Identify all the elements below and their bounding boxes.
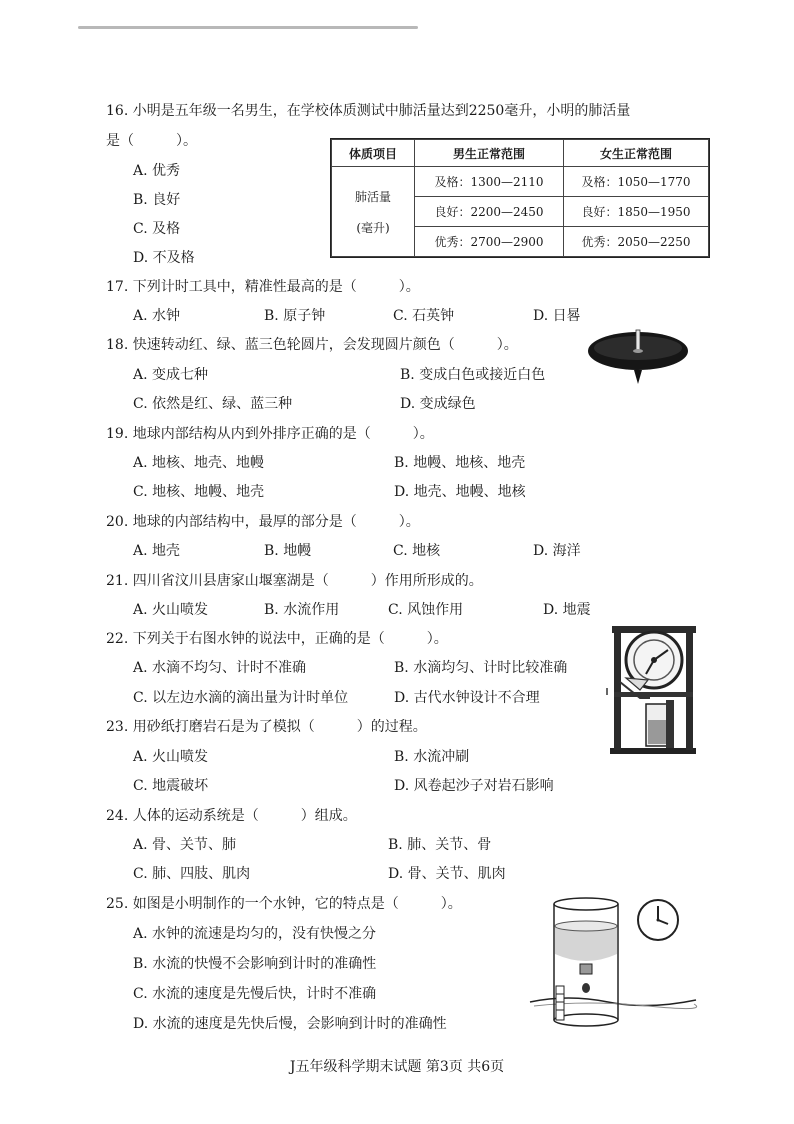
q22-option-a: A. 水滴不均匀、计时不准确 <box>133 660 307 676</box>
q22-stem: 22. 下列关于右图水钟的说法中，正确的是（ ）。 <box>106 631 448 647</box>
q25-option-d: D. 水流的速度是先快后慢，会影响到计时的准确性 <box>133 1016 447 1032</box>
q21-option-b: B. 水流作用 <box>264 602 340 618</box>
q25-option-b: B. 水流的快慢不会影响到计时的准确性 <box>133 956 377 972</box>
q24-option-c: C. 肺、四肢、肌肉 <box>133 866 251 882</box>
scan-edge-line <box>78 26 418 29</box>
table-cell: 优秀：2050—2250 <box>564 227 709 257</box>
q23-stem: 23. 用砂纸打磨岩石是为了模拟（ ）的过程。 <box>106 719 427 735</box>
q24-option-b: B. 肺、关节、骨 <box>388 837 492 853</box>
q16-option-a: A. 优秀 <box>133 163 181 179</box>
q20-option-c: C. 地核 <box>393 543 441 559</box>
q20-option-d: D. 海洋 <box>533 543 581 559</box>
q20-option-a: A. 地壳 <box>133 543 181 559</box>
q17-stem: 17. 下列计时工具中，精准性最高的是（ ）。 <box>106 279 420 295</box>
table-item-line2: (毫升) <box>356 220 390 235</box>
q17-option-a: A. 水钟 <box>133 308 181 324</box>
q20-option-b: B. 地幔 <box>264 543 312 559</box>
q21-option-d: D. 地震 <box>543 602 591 618</box>
q18-stem: 18. 快速转动红、绿、蓝三色轮圆片，会发现圆片颜色（ ）。 <box>106 337 518 353</box>
q17-option-c: C. 石英钟 <box>393 308 455 324</box>
q23-option-b: B. 水流冲刷 <box>394 749 470 765</box>
table-item-line1: 肺活量 <box>354 189 391 204</box>
q20-stem: 20. 地球的内部结构中，最厚的部分是（ ）。 <box>106 514 420 530</box>
q23-option-c: C. 地震破坏 <box>133 778 209 794</box>
q18-option-c: C. 依然是红、绿、蓝三种 <box>133 396 293 412</box>
q19-option-a: A. 地核、地壳、地幔 <box>133 455 265 471</box>
table-cell: 及格：1050—1770 <box>564 167 709 197</box>
table-item-cell <box>332 167 415 257</box>
q19-option-d: D. 地壳、地幔、地核 <box>394 484 526 500</box>
q16-stem-line2: 是（ ）。 <box>106 133 197 149</box>
table-cell: 良好：1850—1950 <box>564 197 709 227</box>
ancient-water-clock-figure <box>600 620 700 756</box>
table-cell: 良好：2200—2450 <box>415 197 564 227</box>
table-cell: 优秀：2700—2900 <box>415 227 564 257</box>
q18-option-b: B. 变成白色或接近白色 <box>400 367 546 383</box>
q18-option-a: A. 变成七种 <box>133 367 209 383</box>
q19-stem: 19. 地球内部结构从内到外排序正确的是（ ）。 <box>106 426 434 442</box>
table-header-item: 体质项目 <box>332 140 415 167</box>
q25-stem: 25. 如图是小明制作的一个水钟，它的特点是（ ）。 <box>106 896 462 912</box>
lung-capacity-table <box>330 138 710 258</box>
q25-option-a: A. 水钟的流速是均匀的，没有快慢之分 <box>133 926 377 942</box>
q17-option-b: B. 原子钟 <box>264 308 326 324</box>
q21-option-a: A. 火山喷发 <box>133 602 209 618</box>
q24-option-a: A. 骨、关节、肺 <box>133 837 237 853</box>
q22-option-b: B. 水滴均匀、计时比较准确 <box>394 660 568 676</box>
table-header-girls: 女生正常范围 <box>564 140 709 167</box>
q23-option-d: D. 风卷起沙子对岩石影响 <box>394 778 554 794</box>
q25-option-c: C. 水流的速度是先慢后快，计时不准确 <box>133 986 377 1002</box>
q16-option-b: B. 良好 <box>133 192 181 208</box>
table-header-boys: 男生正常范围 <box>415 140 564 167</box>
homemade-water-clock-figure <box>528 890 698 1032</box>
color-wheel-figure <box>585 324 691 390</box>
q16-stem-line1: 16. 小明是五年级一名男生，在学校体质测试中肺活量达到2250毫升，小明的肺活量 <box>106 103 631 119</box>
q18-option-d: D. 变成绿色 <box>400 396 476 412</box>
q16-option-d: D. 不及格 <box>133 250 195 266</box>
q23-option-a: A. 火山喷发 <box>133 749 209 765</box>
q22-option-c: C. 以左边水滴的滴出量为计时单位 <box>133 690 349 706</box>
q21-stem: 21. 四川省汶川县唐家山堰塞湖是（ ）作用所形成的。 <box>106 573 483 589</box>
q24-stem: 24. 人体的运动系统是（ ）组成。 <box>106 808 357 824</box>
q19-option-b: B. 地幔、地核、地壳 <box>394 455 526 471</box>
page-footer: J五年级科学期末试题 第3页 共6页 <box>289 1059 505 1075</box>
q19-option-c: C. 地核、地幔、地壳 <box>133 484 265 500</box>
q24-option-d: D. 骨、关节、肌肉 <box>388 866 506 882</box>
q22-option-d: D. 古代水钟设计不合理 <box>394 690 540 706</box>
q17-option-d: D. 日晷 <box>533 308 581 324</box>
q21-option-c: C. 风蚀作用 <box>388 602 464 618</box>
table-cell: 及格：1300—2110 <box>415 167 564 197</box>
q16-option-c: C. 及格 <box>133 221 181 237</box>
